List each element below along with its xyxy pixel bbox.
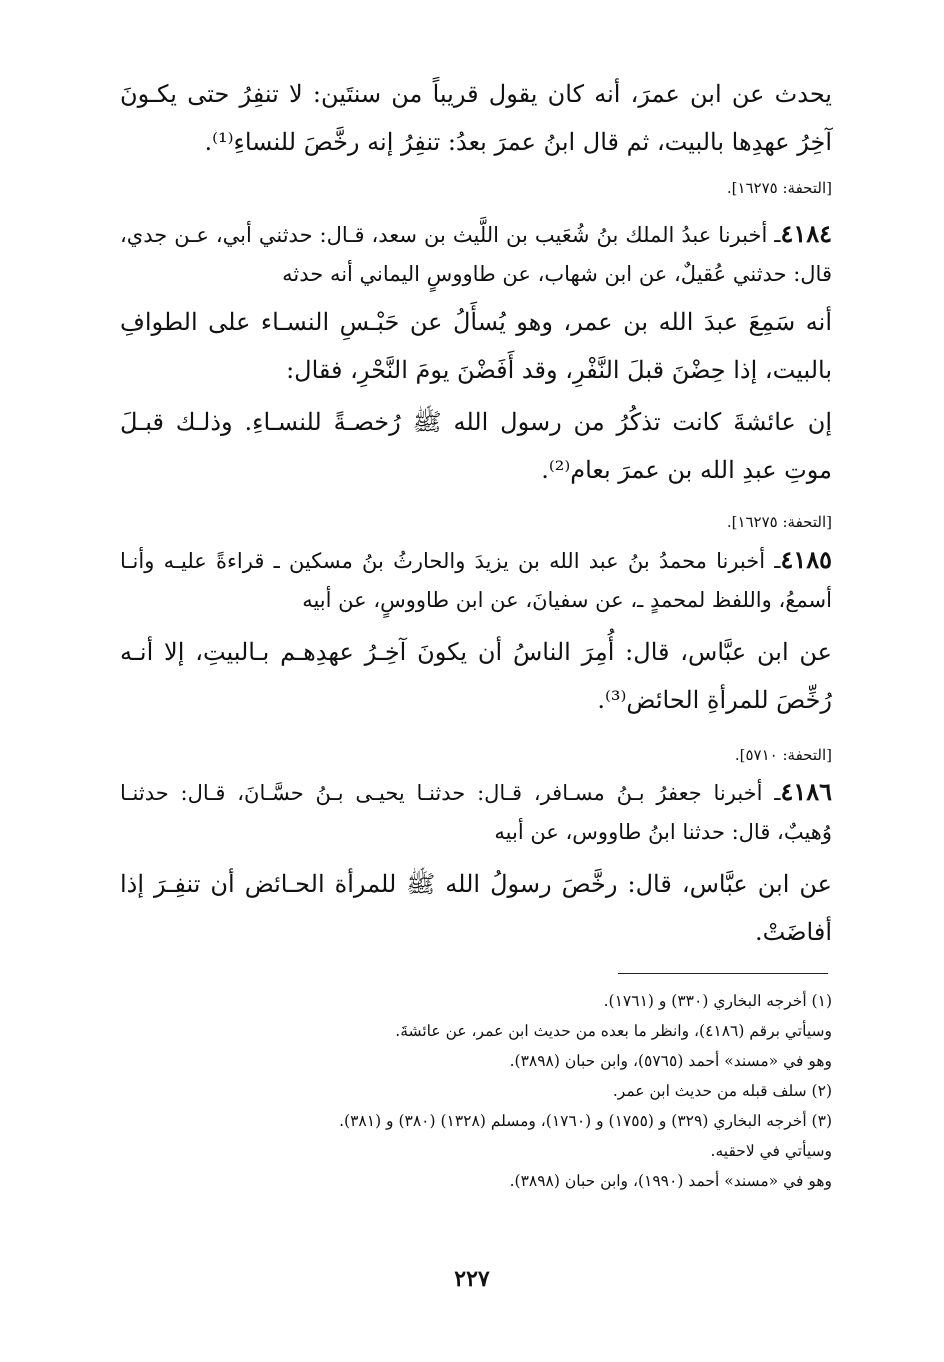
- page-number: ٢٢٧: [454, 1266, 490, 1292]
- narration-chain: ـ أخبرنا عبدُ الملك بنُ شُعَيب بن اللَّيث بن سعد، قـال: حدثني أبي، عـن جدي، قال: حدثني عُقيلٌ، عن ابن شهاب، عن طاووسٍ اليماني أنه حدثه: [120, 223, 832, 286]
- footnote-line: (٣) أخرجه البخاري (٣٢٩) و (١٧٥٥) و (١٧٦٠)، ومسلم (١٣٢٨) (٣٨٠) و (٣٨١).: [339, 1112, 832, 1130]
- hadith-4186-narration: [120, 772, 832, 852]
- hadith-number: ٤١٨٥: [780, 545, 832, 574]
- continuation-text: يحدث عن ابن عمرَ، أنه كان يقول قريباً من سنتَين: لا تنفِرُ حتى يكـونَ آخِرُ عهدِها بالبيت، ثم قال ابنُ عمرَ بعدُ: تنفِرُ إنه رخَّصَ للنساءِ⁽¹⁾.: [120, 80, 832, 156]
- tuhfa-reference-2: [التحفة: ١٦٢٧٥].: [726, 513, 832, 531]
- tuhfa-reference-3: [التحفة: ٥٧١٠].: [734, 746, 832, 764]
- hadith-number: ٤١٨٤: [780, 219, 832, 248]
- hadith-4186-text: عن ابن عبَّاس، قال: رخَّصَ رسولُ الله ﷺ للمرأة الحـائض أن تنفِـرَ إذا أفاضَتْ.: [120, 870, 832, 946]
- footnote-line: وهو في «مسند» أحمد (١٩٩٠)، وابن حبان (٣٨٩٨).: [509, 1172, 832, 1190]
- narration-chain: ـ أخبرنا محمدُ بنُ عبد الله بن يزيدَ والحارثُ بنُ مسكين ـ قراءةً عليـه وأنـا أسمعُ، واللفظ لمحمدٍ ـ، عن سفيانَ، عن ابن طاووسٍ، عن أبيه: [120, 549, 832, 612]
- hadith-4184-narration: [120, 214, 832, 294]
- footnote-line: وسيأتي في لاحقيه.: [710, 1142, 832, 1160]
- footnote-line: وسيأتي برقم (٤١٨٦)، وانظر ما بعده من حديث ابن عمر، عن عائشةَ.: [395, 1022, 832, 1040]
- hadith-number: ٤١٨٦: [780, 777, 832, 806]
- hadith-4184-text-1: أنه سَمِعَ عبدَ الله بن عمر، وهو يُسأَلُ عن حَبْـسِ النسـاء على الطوافِ بالبيت، إذا حِضْنَ قبلَ النَّفْرِ، وقد أَفَضْنَ يومَ النَّحْرِ، فقال:: [120, 308, 832, 384]
- footnote-line: وهو في «مسند» أحمد (٥٧٦٥)، وابن حبان (٣٨٩٨).: [509, 1052, 832, 1070]
- footnote-line: (٢) سلف قبله من حديث ابن عمر.: [612, 1082, 832, 1100]
- footnote-separator: [618, 973, 828, 974]
- footnotes: [120, 986, 832, 1196]
- hadith-4185-narration: [120, 540, 832, 620]
- hadith-4184-text-2: إن عائشةَ كانت تذكُرُ من رسول الله ﷺ رُخصـةً للنسـاءِ. وذلـك قبـلَ موتِ عبدِ الله بن عمرَ بعام⁽²⁾.: [120, 408, 832, 484]
- hadith-4185-text: عن ابن عبَّاس، قال: أُمِرَ الناسُ أن يكونَ آخِـرُ عهدِهـم بـالبيتِ، إلا أنـه رُخِّصَ للمرأةِ الحائض⁽³⁾.: [120, 638, 832, 714]
- footnote-line: (١) أخرجه البخاري (٣٣٠) و (١٧٦١).: [603, 992, 832, 1010]
- tuhfa-reference-1: [التحفة: ١٦٢٧٥].: [726, 179, 832, 197]
- narration-chain: ـ أخبرنا جعفرُ بـنُ مسـافر، قـال: حدثنـا يحيـى بـنُ حسَّـانَ، قـال: حدثنـا وُهيبٌ، قال: حدثنا ابنُ طاووس، عن أبيه: [120, 781, 832, 844]
